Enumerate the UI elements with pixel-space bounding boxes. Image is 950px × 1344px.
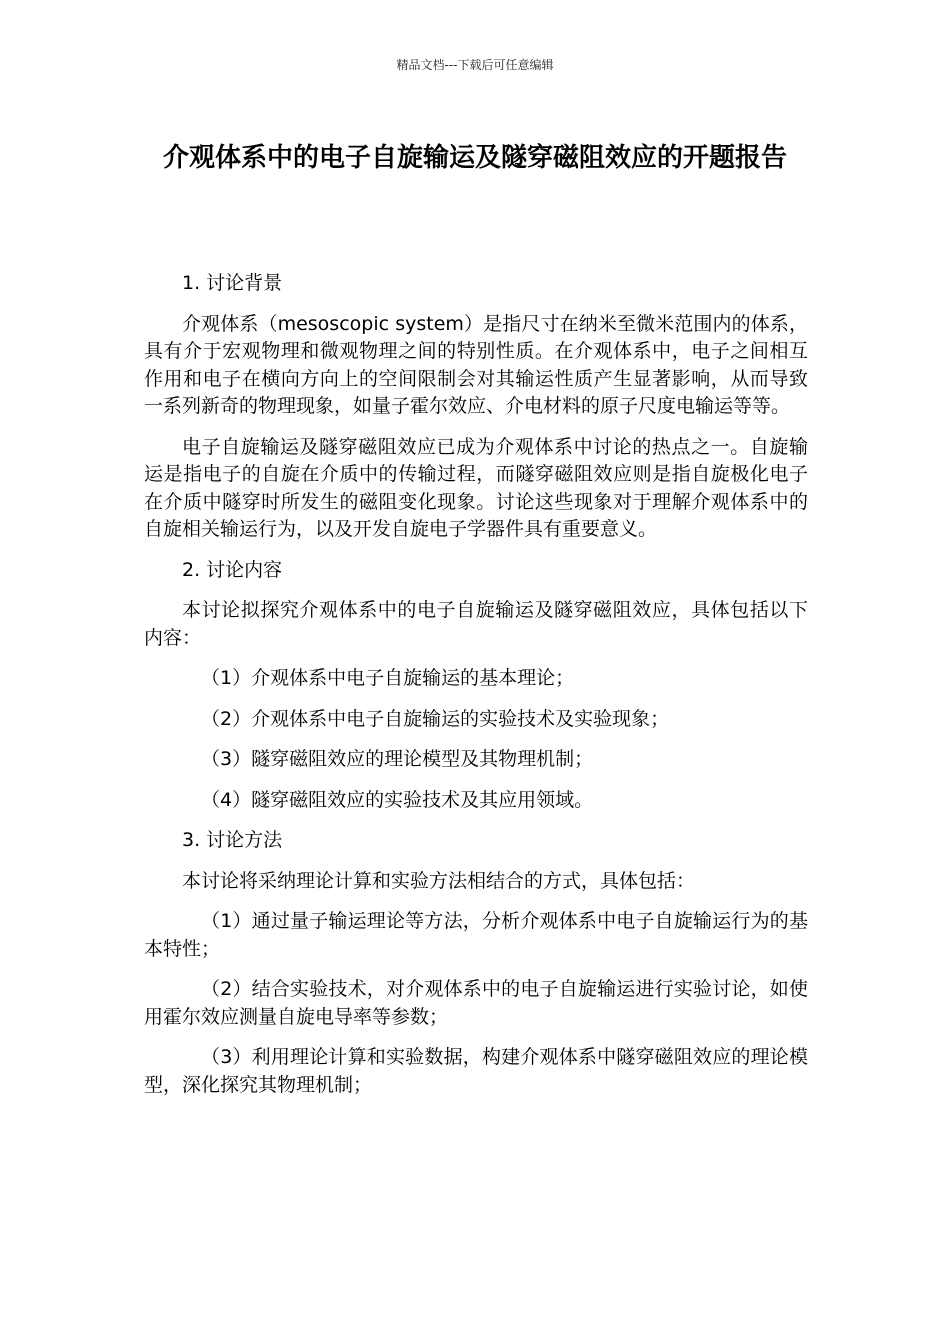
section-heading-content: 2. 讨论内容 xyxy=(182,558,283,581)
list-item: （1）介观体系中电子自旋输运的基本理论； xyxy=(201,667,575,689)
list-item: （4）隧穿磁阻效应的实验技术及其应用领域。 xyxy=(201,788,594,811)
paragraph: 电子自旋输运及隧穿磁阻效应已成为介观体系中讨论的热点之一。自旋输运是指电子的自旋在介质中的传输过程，而隧穿磁阻效应则是指自旋极化电子在介质中隧穿时所发生的磁阻变化现象。讨论这些现象对于理解介观体系中的自旋相关输运行为，以及开发自旋电子学器件具有重要意义。 xyxy=(144,435,808,540)
paragraph: 本讨论拟探究介观体系中的电子自旋输运及隧穿磁阻效应，具体包括以下内容： xyxy=(144,599,808,649)
list-item: （1）通过量子输运理论等方法，分析介观体系中电子自旋输运行为的基本特性； xyxy=(144,910,808,960)
list-item: （2）结合实验技术，对介观体系中的电子自旋输运进行实验讨论，如使用霍尔效应测量自旋电导率等参数； xyxy=(144,978,808,1028)
document-body xyxy=(144,270,808,1112)
list-item: （3）隧穿磁阻效应的理论模型及其物理机制； xyxy=(201,748,594,770)
document-title: 介观体系中的电子自旋输运及隧穿磁阻效应的开题报告 xyxy=(162,143,787,173)
paragraph: 本讨论将采纳理论计算和实验方法相结合的方式，具体包括： xyxy=(182,869,696,892)
list-item: （3）利用理论计算和实验数据，构建介观体系中隧穿磁阻效应的理论模型，深化探究其物理机制； xyxy=(144,1046,808,1096)
header-note: 精品文档---下载后可任意编辑 xyxy=(396,58,554,72)
section-heading-background: 1. 讨论背景 xyxy=(182,272,283,294)
paragraph: 介观体系（mesoscopic system）是指尺寸在纳米至微米范围内的体系，具有介于宏观物理和微观物理之间的特别性质。在介观体系中，电子之间相互作用和电子在横向方向上的空间限制会对其输运性质产生显著影响，从而导致一系列新奇的物理现象，如量子霍尔效应、介电材料的原子尺度电输运等等。 xyxy=(144,312,808,417)
section-heading-method: 3. 讨论方法 xyxy=(182,829,283,851)
list-item: （2）介观体系中电子自旋输运的实验技术及实验现象； xyxy=(201,707,670,730)
